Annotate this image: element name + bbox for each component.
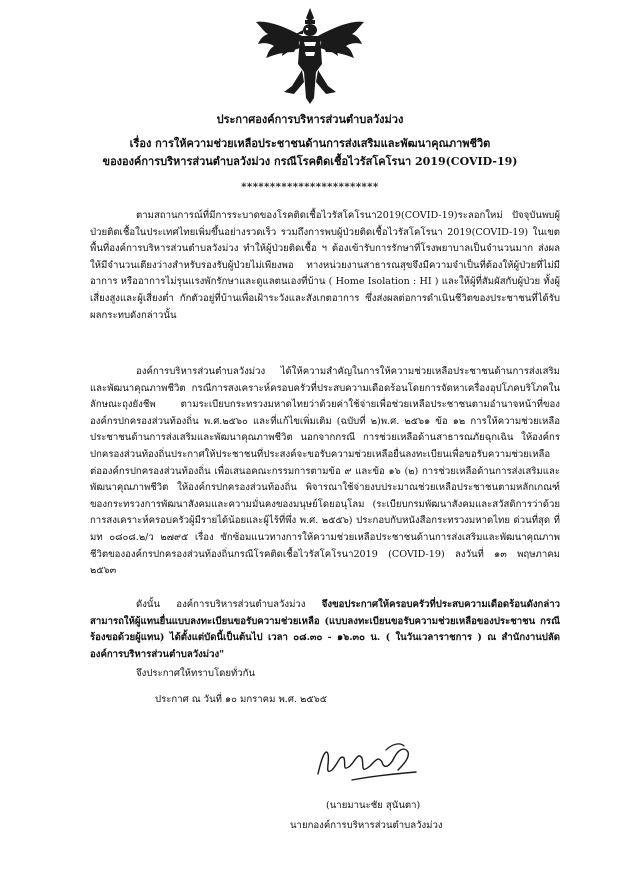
announce-line: จึงประกาศให้ทราบโดยทั่วกัน bbox=[136, 668, 256, 679]
announcement-date: ประกาศ ณ วันที่ ๑๐ มกราคม พ.ศ. ๒๕๖๕ bbox=[155, 694, 327, 705]
paragraph-situation: ตามสถานการณ์ที่มีการระบาดของโรคติดเชื้อไวรัสโคโรนา2019(COVID-19)ระลอกใหม่ ปัจจุบันพบผู้ป่วยติดเชื้อในประเทศไทยเพิ่มขึ้นอย่างรวดเร็ว รวมถึงการพบผู้ป่วยติดเชื้อไวรัสโคโรนา 2019(COVID-19) ในเขตพื้นที่องค์การบริหารส่วนตำบลวังม่วง ทำให้ผู้ป่วยติดเชื้อ ฯ ต้องเข้ารับการรักษาที่โรงพยาบาลเป็นจำนวนมาก ส่งผลให้มีจำนวนเตียงว่างสำหรับรองรับผู้ป่วยไม่เพียงพอ ทางหน่วยงานสาธารณสุขจึงมีความจำเป็นที่ต้องให้ผู้ป่วยที่ไม่มีอาการ หรืออาการไม่รุนแรงพักรักษาและดูแลตนเองที่บ้าน ( Home Isolation : HI ) และให้ผู้ที่สัมผัสกับผู้ป่วย ทั้งผู้เสี่ยงสูงและผู้เสี่ยงต่ำ กักตัวอยู่ที่บ้านเพื่อเฝ้าระวังและสังเกตอาการ ซึ่งส่งผลต่อการดำเนินชีวิตของประชาชนที่ได้รับผลกระทบดังกล่าวนั้น bbox=[90, 210, 560, 321]
signature-icon bbox=[312, 736, 422, 792]
announcement-bold: จึงขอประกาศให้ครอบครัวที่ประสบความเดือดร้อนดังกล่าว สามารถให้ผู้แทนยื่นแบบลงทะเบียนขอรับความช่วยเหลือ (แบบลงทะเบียนขอรับความช่วยเหลือของประชาชน กรณีร้องขอด้วยผู้แทน) ได้ตั้งแต่บัดนี้เป็นต้นไป เวลา ๐๘.๓๐ - ๑๖.๓๐ น. ( ในวันเวลาราชการ ) ณ สำนักงานปลัด องค์การบริหารส่วนตำบลวังม่วง" bbox=[90, 599, 560, 660]
paragraph-announcement bbox=[90, 597, 560, 663]
subject-line-1: เรื่อง การให้ความช่วยเหลือประชาชนด้านการส่งเสริมและพัฒนาคุณภาพชีวิต bbox=[129, 137, 491, 150]
organization-title: ประกาศองค์การบริหารส่วนตำบลวังม่วง bbox=[216, 113, 404, 126]
announcement-lead: ดังนั้น องค์การบริหารส่วนตำบลวังม่วง bbox=[136, 599, 322, 610]
signatory-name: (นายมานะชัย สุนันตา) bbox=[326, 800, 421, 811]
subject-line-2: ขององค์การบริหารส่วนตำบลวังม่วง กรณีโรคติดเชื้อไวรัสโคโรนา 2019(COVID-19) bbox=[102, 155, 518, 168]
signatory-position: นายกองค์การบริหารส่วนตำบลวังม่วง bbox=[290, 820, 443, 831]
paragraph-assistance: องค์การบริหารส่วนตำบลวังม่วง ได้ให้ความสำคัญในการให้ความช่วยเหลือประชาชนด้านการส่งเสริมและพัฒนาคุณภาพชีวิต กรณีการสงเคราะห์ครอบครัวที่ประสบความเดือดร้อนโดยการจัดหาเครื่องอุปโภคบริโภคในลักษณะถุงยังชีพ ตามระเบียบกระทรวงมหาดไทยว่าด้วยค่าใช้จ่ายเพื่อช่วยเหลือประชาชนตามอำนาจหน้าที่ขององค์กรปกครองส่วนท้องถิ่น พ.ศ.๒๕๖๐ และที่แก้ไขเพิ่มเติม (ฉบับที่ ๒)พ.ศ. ๒๕๖๑ ข้อ ๑๒ การให้ความช่วยเหลือประชาชนด้านการส่งเสริมและพัฒนาคุณภาพชีวิต นอกจากกรณี การช่วยเหลือด้านสาธารณภัยฉุกเฉิน ให้องค์กรปกครองส่วนท้องถิ่นประกาศให้ประชาชนที่ประสงค์จะขอรับความช่วยเหลือยื่นลงทะเบียนเพื่อขอรับความช่วยเหลือต่อองค์กรปกครองส่วนท้องถิ่น เพื่อเสนอคณะกรรมการตามข้อ ๙ และข้อ ๑๖ (๒) การช่วยเหลือด้านการส่งเสริมและพัฒนาคุณภาพชีวิต ให้องค์กรปกครองส่วนท้องถิ่น พิจารณาใช้จ่ายงบประมาณช่วยเหลือประชาชนตามหลักเกณฑ์ของกระทรวงการพัฒนาสังคมและความมั่นคงของมนุษย์โดยอนุโลม (ระเบียบกรมพัฒนาสังคมและสวัสดิการว่าด้วยการสงเคราะห์ครอบครัวผู้มีรายได้น้อยและผู้ไร้ที่พึ่ง พ.ศ. ๒๕๕๖) ประกอบกับหนังสือกระทรวงมหาดไทย ด่วนที่สุด ที่ มท ๐๘๐๘.๒/ว ๒๗๙๕ เรื่อง ซักซ้อมแนวทางการให้ความช่วยเหลือประชาชนด้านการส่งเสริมและพัฒนาคุณภาพชีวิตขององค์กรปกครองส่วนท้องถิ่นกรณีโรคติดเชื้อไวรัสโคโรนา2019 (COVID-19) ลงวันที่ ๑๓ พฤษภาคม ๒๕๖๓ bbox=[90, 366, 560, 577]
garuda-emblem-icon bbox=[254, 6, 366, 106]
separator: ************************ bbox=[241, 182, 379, 193]
